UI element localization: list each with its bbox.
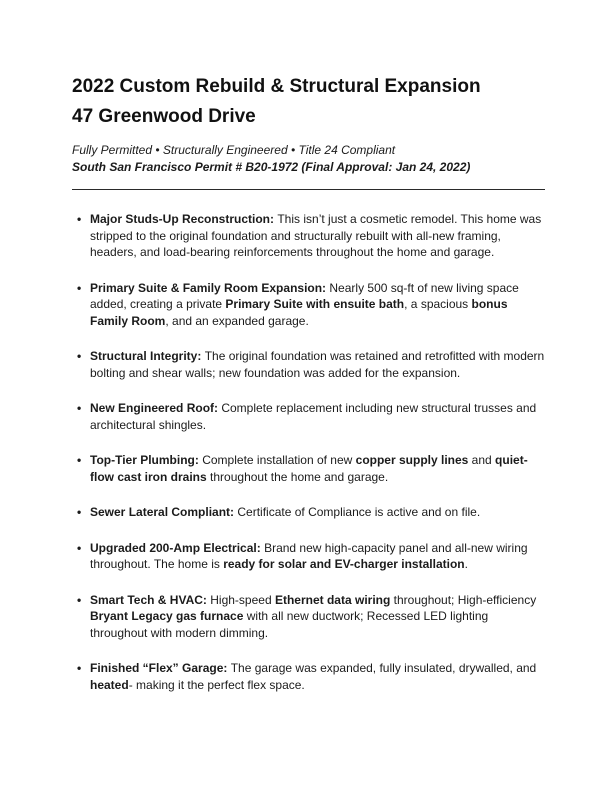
list-item bbox=[90, 660, 545, 693]
list-item-text: Complete replacement including new structural trusses and architectural shingles. bbox=[90, 401, 537, 432]
tagline: Fully Permitted • Structurally Engineered • Title 24 Compliant bbox=[72, 143, 396, 157]
list-item-text: , a spacious bbox=[404, 297, 472, 311]
list-item-text: This isn’t just a cosmetic remodel. This home was stripped to the original foundation and structurally rebuilt with all-new framing, headers, and load-bearing reinforcements throughout the home and garage. bbox=[90, 212, 542, 259]
list-item-bold-text: Top-Tier Plumbing: bbox=[90, 453, 203, 467]
list-item-text: , and an expanded garage. bbox=[165, 313, 309, 328]
list-item-bold-text: Structural Integrity: bbox=[90, 349, 205, 363]
list-item bbox=[90, 452, 545, 485]
list-item-text: throughout the home and garage. bbox=[206, 469, 389, 484]
list-item-text: . bbox=[464, 557, 468, 571]
list-item bbox=[90, 504, 545, 521]
list-item-text: Nearly 500 sq-ft of new living space added, creating a private bbox=[90, 280, 519, 311]
list-item-text: throughout; High-efficiency bbox=[390, 592, 537, 607]
list-item-bold-text: Major Studs-Up Reconstruction: bbox=[90, 212, 278, 226]
divider-rule bbox=[72, 189, 545, 190]
list-item-bold-text: Primary Suite & Family Room Expansion: bbox=[90, 280, 330, 295]
list-item-bold-text: copper supply lines bbox=[355, 453, 469, 467]
list-item-bold-text: Upgraded 200-Amp Electrical: bbox=[90, 540, 265, 555]
list-item-text: and bbox=[468, 453, 496, 467]
list-item-bold-text: Bryant Legacy gas furnace bbox=[90, 609, 244, 623]
list-item bbox=[90, 211, 545, 261]
list-item bbox=[90, 540, 545, 573]
list-item bbox=[90, 592, 545, 642]
list-item bbox=[90, 280, 545, 330]
list-item-text: Certificate of Compliance is active and on file. bbox=[237, 505, 481, 519]
title-line-1: 2022 Custom Rebuild & Structural Expansion bbox=[72, 76, 481, 97]
title-line-2: 47 Greenwood Drive bbox=[72, 106, 256, 127]
list-item-bold-text: quiet-flow cast iron drains bbox=[90, 453, 528, 484]
list-item-text: Complete installation of new bbox=[202, 453, 356, 467]
document-title bbox=[72, 72, 545, 132]
list-item-text: High-speed bbox=[210, 592, 275, 607]
list-item-bold-text: Primary Suite with ensuite bath bbox=[225, 297, 405, 311]
list-item bbox=[90, 348, 545, 381]
list-item-text: Brand new high-capacity panel and all-new wiring throughout. The home is bbox=[90, 540, 528, 571]
list-item-bold-text: Smart Tech & HVAC: bbox=[90, 592, 211, 607]
list-item-bold-text: heated bbox=[90, 677, 129, 692]
list-item bbox=[90, 400, 545, 433]
list-item-text: - making it the perfect flex space. bbox=[128, 677, 305, 692]
feature-list bbox=[72, 211, 545, 693]
permit-line: South San Francisco Permit # B20-1972 (Final Approval: Jan 24, 2022) bbox=[72, 160, 471, 174]
list-item-bold-text: Ethernet data wiring bbox=[274, 592, 391, 607]
list-item-text: The garage was expanded, fully insulated, drywalled, and bbox=[230, 661, 537, 675]
list-item-text: The original foundation was retained and retrofitted with modern bolting and shear walls; new foundation was added for the expansion. bbox=[90, 349, 545, 380]
list-item-bold-text: New Engineered Roof: bbox=[90, 401, 222, 415]
list-item-bold-text: Finished “Flex” Garage: bbox=[90, 661, 231, 675]
list-item-bold-text: ready for solar and EV-charger installation bbox=[223, 557, 465, 571]
list-item-bold-text: Sewer Lateral Compliant: bbox=[90, 505, 238, 519]
list-item-bold-text: bonus Family Room bbox=[90, 297, 508, 328]
list-item-text: with all new ductwork; Recessed LED lighting throughout with modern dimming. bbox=[90, 609, 489, 640]
